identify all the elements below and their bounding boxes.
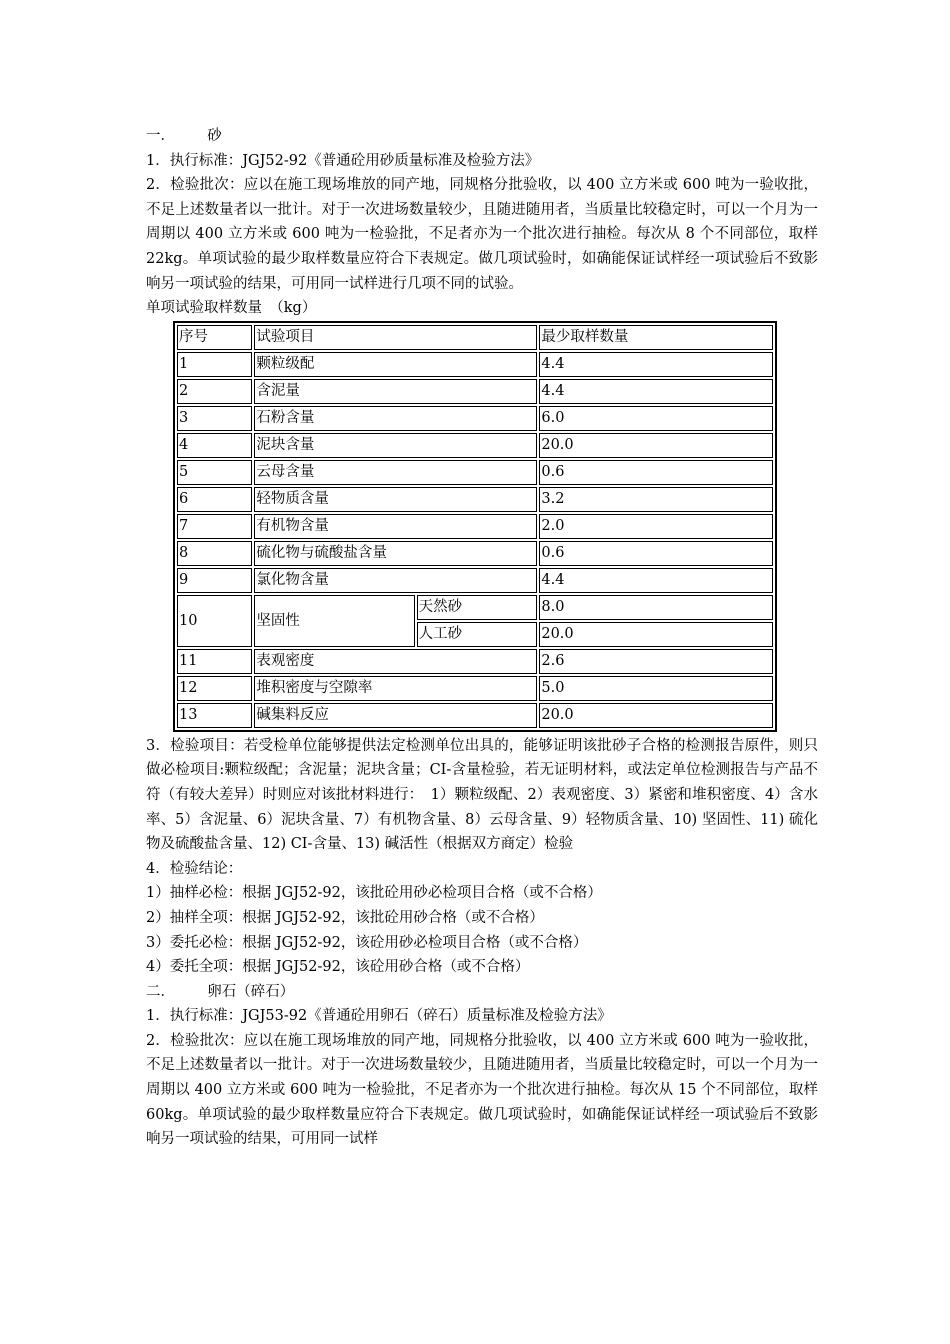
- cell-no: 6: [177, 487, 252, 512]
- cell-qty: 3.2: [539, 487, 773, 512]
- section1-conclusion-heading: 4．检验结论：: [146, 860, 243, 877]
- cell-no: 13: [177, 703, 252, 728]
- section2-heading: [146, 980, 818, 1005]
- table-caption: 单项试验取样数量 （kg）: [146, 300, 317, 317]
- section2-batch-paragraph: 2．检验批次：应以在施工现场堆放的同产地，同规格分批验收，以 400 立方米或 600 吨为一验收批，不足上述数量者以一批计。对于一次进场数量较少，且随进随用者，当质量比较稳定时，可以一个月为一周期以 400 立方米或 600 吨为一检验批，不足者亦为一个批次进行抽检。每次从 15 个不同部位，取样 60kg。单项试验的最少取样数量应符合下表规定。做几项试验时，如确能保证试样经一项试验后不致影响另一项试验的结果，可用同一试样: [146, 1032, 818, 1148]
- cell-subitem-manufactured-sand: 人工砂: [417, 622, 538, 647]
- cell-item: 石粉含量: [254, 406, 537, 431]
- conclusion-item: 4）委托全项：根据 JGJ52-92，该砼用砂合格（或不合格）: [146, 959, 530, 976]
- cell-qty: 20.0: [539, 622, 773, 647]
- cell-item: 碱集料反应: [254, 703, 537, 728]
- section2-standard: 1．执行标准：JGJ53-92《普通砼用卵石（碎石）质量标准及检验方法》: [146, 1008, 612, 1025]
- header-no: 序号: [177, 325, 252, 350]
- cell-qty: 2.0: [539, 514, 773, 539]
- document-body: [146, 124, 818, 1152]
- section1-batch-paragraph: 2．检验批次：应以在施工现场堆放的同产地，同规格分批验收，以 400 立方米或 600 吨为一验收批，不足上述数量者以一批计。对于一次进场数量较少，且随进随用者，当质量比较稳定时，可以一个月为一周期以 400 立方米或 600 吨为一检验批，不足者亦为一个批次进行抽检。每次从 8 个不同部位，取样 22kg。单项试验的最少取样数量应符合下表规定。做几项试验时，如确能保证试样经一项试验后不致影响另一项试验的结果，可用同一试样进行几项不同的试验。: [146, 177, 818, 292]
- cell-item: 颗粒级配: [254, 352, 537, 377]
- cell-no: 8: [177, 541, 252, 566]
- section1-heading-title: 砂: [207, 128, 222, 144]
- section2-heading-title: 卵石（碎石）: [207, 983, 295, 1000]
- sampling-quantity-table: [173, 321, 777, 732]
- table-row: [177, 703, 773, 728]
- cell-subitem-natural-sand: 天然砂: [417, 595, 538, 620]
- table-row: [177, 541, 773, 566]
- cell-qty: 4.4: [539, 379, 773, 404]
- table-row: [177, 379, 773, 404]
- cell-item: 有机物含量: [254, 514, 537, 539]
- conclusion-item: 2）抽样全项：根据 JGJ52-92，该批砼用砂合格（或不合格）: [146, 909, 544, 926]
- cell-item: 轻物质含量: [254, 487, 537, 512]
- cell-qty: 5.0: [539, 676, 773, 701]
- cell-no: 5: [177, 460, 252, 485]
- cell-qty: 0.6: [539, 541, 773, 566]
- cell-item: 泥块含量: [254, 433, 537, 458]
- cell-item: 堆积密度与空隙率: [254, 676, 537, 701]
- cell-no: 12: [177, 676, 252, 701]
- cell-no: 3: [177, 406, 252, 431]
- cell-qty: 4.4: [539, 352, 773, 377]
- table-row: [177, 406, 773, 431]
- conclusion-item: 1）抽样必检：根据 JGJ52-92，该批砼用砂必检项目合格（或不合格）: [146, 885, 602, 902]
- cell-qty: 8.0: [539, 595, 773, 620]
- cell-no: 10: [177, 595, 252, 647]
- cell-item: 含泥量: [254, 379, 537, 404]
- cell-no: 1: [177, 352, 252, 377]
- table-row: [177, 433, 773, 458]
- cell-qty: 2.6: [539, 649, 773, 674]
- table-row: [177, 568, 773, 593]
- table-row: [177, 460, 773, 485]
- cell-qty: 0.6: [539, 460, 773, 485]
- cell-qty: 20.0: [539, 703, 773, 728]
- cell-qty: 6.0: [539, 406, 773, 431]
- table-row-soundness: [177, 595, 773, 620]
- cell-item: 表观密度: [254, 649, 537, 674]
- table-row: [177, 649, 773, 674]
- section1-test-items-paragraph: 3．检验项目：若受检单位能够提供法定检测单位出具的，能够证明该批砂子合格的检测报告原件，则只做必检项目:颗粒级配；含泥量；泥块含量；CI-含量检验，若无证明材料，或法定单位检测报告与产品不符（有较大差异）时则应对该批材料进行： 1）颗粒级配、2）表观密度、3）紧密和堆积密度、4）含水率、5）含泥量、6）泥块含量、7）有机物含量、8）云母含量、9）轻物质含量、10) 坚固性、11) 硫化物及硫酸盐含量、12) CI-含量、13) 碱活性（根据双方商定）检验: [146, 737, 818, 853]
- conclusion-item: 3）委托必检：根据 JGJ52-92，该砼用砂必检项目合格（或不合格）: [146, 934, 588, 951]
- cell-qty: 4.4: [539, 568, 773, 593]
- header-qty: 最少取样数量: [539, 325, 773, 350]
- cell-no: 11: [177, 649, 252, 674]
- cell-item: 云母含量: [254, 460, 537, 485]
- cell-no: 9: [177, 568, 252, 593]
- table-row: [177, 487, 773, 512]
- cell-qty: 20.0: [539, 433, 773, 458]
- cell-item: 硫化物与硫酸盐含量: [254, 541, 537, 566]
- cell-item: 氯化物含量: [254, 568, 537, 593]
- section1-heading: [146, 124, 818, 149]
- cell-no: 4: [177, 433, 252, 458]
- section1-heading-number: 一．: [146, 128, 175, 144]
- cell-no: 2: [177, 379, 252, 404]
- table-row: [177, 514, 773, 539]
- header-item: 试验项目: [254, 325, 537, 350]
- table-row: [177, 352, 773, 377]
- section2-heading-number: 二．: [146, 983, 175, 1000]
- cell-no: 7: [177, 514, 252, 539]
- cell-item: 坚固性: [254, 595, 414, 647]
- table-row: [177, 676, 773, 701]
- table-header-row: [177, 325, 773, 350]
- section1-standard: 1．执行标准：JGJ52-92《普通砼用砂质量标准及检验方法》: [146, 152, 540, 169]
